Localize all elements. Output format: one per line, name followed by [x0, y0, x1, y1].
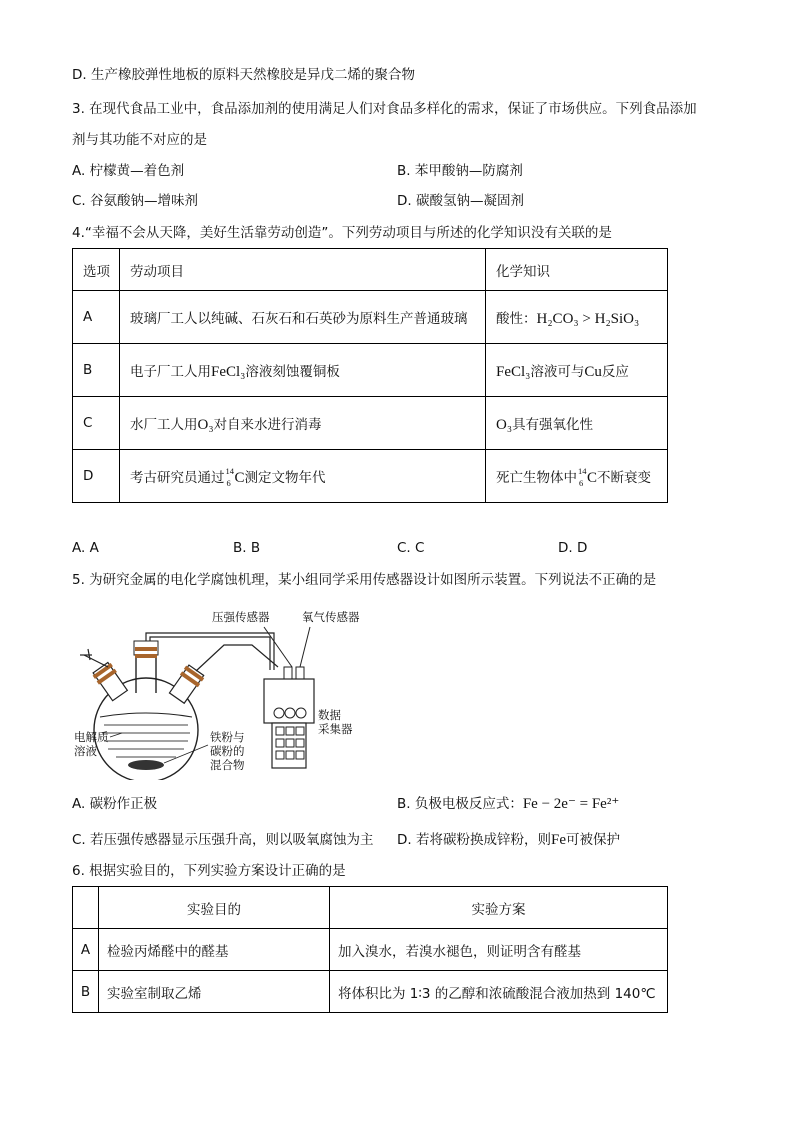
- q4-answer-b: B. B: [233, 540, 261, 556]
- formula-h2sio3: H₂SiO₃: [594, 310, 640, 327]
- q4-row-b-option: B: [73, 344, 120, 397]
- q3-stem-line1: 3. 在现代食品工业中，食品添加剂的使用满足人们对食品多样化的需求，保证了市场供应。下列食品添加: [72, 101, 697, 117]
- q4-answer-d: D. D: [558, 540, 588, 556]
- label-mixture-3: 混合物: [210, 758, 245, 772]
- formula-fe-oxidation: Fe − 2e⁻ = Fe²⁺: [522, 796, 620, 812]
- q4-header-option: 选项: [73, 249, 120, 291]
- label-electrolyte-2: 溶液: [74, 744, 97, 758]
- q4-answer-c: C. C: [397, 540, 425, 556]
- q6-row-b: [73, 971, 668, 1013]
- q3-option-b: B. 苯甲酸钠—防腐剂: [397, 163, 523, 179]
- q3-option-a: A. 柠檬黄—着色剂: [72, 163, 185, 179]
- q6-table: [72, 886, 668, 1013]
- q6-row-b-plan: 将体积比为 1∶3 的乙醇和浓硫酸混合液加热到 140℃: [330, 971, 668, 1013]
- label-data-collector-2: 采集器: [318, 722, 353, 736]
- q4-header-project: 劳动项目: [120, 249, 486, 291]
- q4-row-c-option: C: [73, 397, 120, 450]
- q5-option-d: D. 若将碳粉换成锌粉，则Fe可被保护: [397, 832, 620, 848]
- label-electrolyte-1: 电解质: [74, 730, 109, 744]
- q4-row-d-project: 考古研究员通过 14 6 C测定文物年代: [120, 450, 486, 503]
- q4-table: [72, 248, 668, 503]
- q5-option-c: C. 若压强传感器显示压强升高，则以吸氧腐蚀为主: [72, 832, 374, 848]
- q5-option-a: A. 碳粉作正极: [72, 796, 158, 812]
- q5-apparatus-figure: [74, 605, 374, 780]
- q4-row-d-option: D: [73, 450, 120, 503]
- q4-row-d-knowledge: 死亡生物体中 14 6 C不断衰变: [486, 450, 668, 503]
- formula-h2co3: H₂CO₃: [536, 310, 579, 327]
- q4-row-b: [73, 344, 668, 397]
- isotope-c14: 14 6: [578, 465, 587, 488]
- label-mixture-2: 碳粉的: [210, 744, 245, 758]
- q5-stem: 5. 为研究金属的电化学腐蚀机理，某小组同学采用传感器设计如图所示装置。下列说法不正确的是: [72, 572, 657, 588]
- q6-row-a-plan: 加入溴水，若溴水褪色，则证明含有醛基: [330, 929, 668, 971]
- q6-header-purpose: 实验目的: [99, 887, 330, 929]
- q4-row-b-project: 电子厂工人用FeCl₃溶液刻蚀覆铜板: [120, 344, 486, 397]
- q6-header-blank: [73, 887, 99, 929]
- q4-row-a-knowledge: 酸性：H₂CO₃ > H₂SiO₃: [486, 291, 668, 344]
- formula-o3: O₃: [197, 416, 214, 433]
- q2-option-d: D. 生产橡胶弹性地板的原料天然橡胶是异戊二烯的聚合物: [72, 67, 415, 83]
- q6-header-plan: 实验方案: [330, 887, 668, 929]
- stopper-center: [135, 647, 157, 651]
- label-data-collector-1: 数据: [318, 708, 341, 722]
- isotope-c14: 14 6: [225, 465, 234, 488]
- q5-option-b: B. 负极电极反应式：Fe − 2e⁻ = Fe²⁺: [397, 796, 620, 812]
- q6-row-a-option: A: [73, 929, 99, 971]
- iron-carbon-powder: [128, 760, 164, 770]
- label-mixture-1: 铁粉与: [210, 730, 245, 744]
- q4-answer-a: A. A: [72, 540, 99, 556]
- q4-row-a: [73, 291, 668, 344]
- q6-row-a: [73, 929, 668, 971]
- q6-stem: 6. 根据实验目的，下列实验方案设计正确的是: [72, 863, 346, 879]
- q4-row-c-knowledge: O₃具有强氧化性: [486, 397, 668, 450]
- label-oxygen-sensor: 氧气传感器: [302, 610, 360, 624]
- q4-row-a-option: A: [73, 291, 120, 344]
- q6-row-b-option: B: [73, 971, 99, 1013]
- q4-row-c-project: 水厂工人用O₃对自来水进行消毒: [120, 397, 486, 450]
- q4-row-b-knowledge: FeCl₃溶液可与Cu反应: [486, 344, 668, 397]
- q4-stem: 4.“幸福不会从天降，美好生活靠劳动创造”。下列劳动项目与所述的化学知识没有关联的是: [72, 225, 612, 241]
- q4-row-d: [73, 450, 668, 503]
- q4-row-c: [73, 397, 668, 450]
- q3-option-c: C. 谷氨酸钠—增味剂: [72, 193, 199, 209]
- label-pressure-sensor: 压强传感器: [212, 610, 270, 624]
- q4-row-a-project: 玻璃厂工人以纯碱、石灰石和石英砂为原料生产普通玻璃: [120, 291, 486, 344]
- q6-row-a-purpose: 检验丙烯醛中的醛基: [99, 929, 330, 971]
- q3-option-d: D. 碳酸氢钠—凝固剂: [397, 193, 524, 209]
- q3-stem-line2: 剂与其功能不对应的是: [72, 132, 207, 148]
- formula-fecl3: FeCl₃: [211, 363, 246, 380]
- q4-header-knowledge: 化学知识: [486, 249, 668, 291]
- q6-row-b-purpose: 实验室制取乙烯: [99, 971, 330, 1013]
